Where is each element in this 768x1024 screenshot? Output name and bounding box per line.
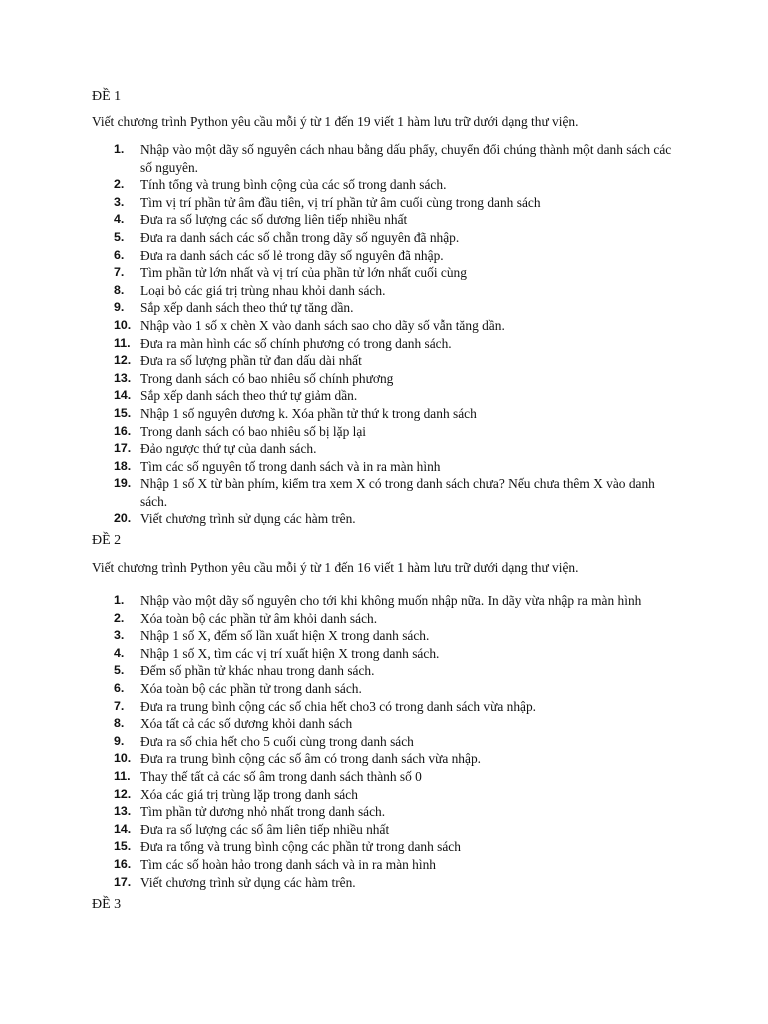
list-item-number: 10. — [114, 317, 132, 332]
list-item-number: 7. — [114, 265, 125, 280]
list-item — [0, 698, 680, 716]
section-1-heading: ĐỀ 1 — [92, 89, 122, 104]
list-item — [0, 405, 680, 423]
list-item — [0, 856, 680, 874]
section-1-list — [0, 141, 768, 528]
section-1-intro: Viết chương trình Python yêu cầu mỗi ý từ 1 đến 19 viết 1 hàm lưu trữ dưới dạng thư viện. — [92, 114, 579, 129]
list-item-number: 5. — [114, 663, 125, 678]
list-item-text: Đảo ngược thứ tự của danh sách. — [140, 441, 317, 457]
list-item — [0, 141, 680, 176]
list-item — [0, 176, 680, 194]
list-item-text: Sắp xếp danh sách theo thứ tự giảm dần. — [140, 388, 358, 404]
list-item-text: Đưa ra trung bình cộng các số chia hết cho3 có trong danh sách vừa nhập. — [140, 698, 537, 714]
list-item — [0, 299, 680, 317]
section-2-list — [0, 592, 768, 891]
list-item-number: 13. — [114, 370, 132, 385]
list-item-text: Đưa ra danh sách các số lẻ trong dãy số nguyên đã nhập. — [140, 247, 444, 263]
list-item — [0, 715, 680, 733]
list-item-number: 16. — [114, 423, 132, 438]
list-item-number: 9. — [114, 300, 125, 315]
list-item-number: 2. — [114, 177, 125, 192]
list-item-number: 10. — [114, 751, 132, 766]
list-item-number: 3. — [114, 194, 125, 209]
list-item — [0, 229, 680, 247]
list-item — [0, 458, 680, 476]
list-item-text: Đưa ra số lượng phần tử đan dấu dài nhất — [140, 353, 362, 369]
list-item-text: Xóa toàn bộ các phần tử trong danh sách. — [140, 680, 362, 696]
list-item-number: 11. — [114, 335, 131, 350]
list-item — [0, 211, 680, 229]
list-item-text: Đưa ra số lượng các số âm liên tiếp nhiều nhất — [140, 821, 390, 837]
list-item-text: Đưa ra trung bình cộng các số âm có trong danh sách vừa nhập. — [140, 751, 481, 767]
list-item — [0, 335, 680, 353]
list-item — [0, 662, 680, 680]
list-item-number: 14. — [114, 388, 132, 403]
list-item-text: Viết chương trình sử dụng các hàm trên. — [140, 874, 356, 890]
list-item-text: Trong danh sách có bao nhiêu số bị lặp lại — [140, 423, 366, 439]
list-item-number: 13. — [114, 804, 132, 819]
list-item-number: 16. — [114, 856, 132, 871]
list-item-number: 1. — [114, 593, 125, 607]
list-item-number: 9. — [114, 733, 125, 748]
list-item — [0, 750, 680, 768]
list-item-number: 17. — [114, 874, 132, 889]
list-item-text: Xóa các giá trị trùng lặp trong danh sách — [140, 786, 358, 802]
list-item — [0, 352, 680, 370]
list-item — [0, 627, 680, 645]
list-item-number: 5. — [114, 229, 125, 244]
list-item — [0, 247, 680, 265]
list-item-number: 8. — [114, 282, 125, 297]
list-item-text: Đưa ra tổng và trung bình cộng các phần tử trong danh sách — [140, 839, 461, 855]
list-item — [0, 874, 680, 892]
list-item-number: 12. — [114, 786, 132, 801]
list-item-number: 4. — [114, 212, 125, 227]
list-item — [0, 786, 680, 804]
list-item-number: 7. — [114, 698, 125, 713]
list-item — [0, 803, 680, 821]
list-item — [0, 264, 680, 282]
list-item-number: 15. — [114, 405, 132, 420]
list-item-text: Đếm số phần tử khác nhau trong danh sách. — [140, 663, 375, 679]
list-item — [0, 610, 680, 628]
list-item — [0, 680, 680, 698]
section-3-heading: ĐỀ 3 — [92, 897, 122, 912]
list-item-text: Loại bỏ các giá trị trùng nhau khỏi danh sách. — [140, 282, 386, 298]
list-item — [0, 282, 680, 300]
list-item — [0, 317, 680, 335]
list-item-text: Tính tổng và trung bình cộng của các số trong danh sách. — [140, 177, 447, 193]
list-item-text: Viết chương trình sử dụng các hàm trên. — [140, 511, 356, 527]
list-item-number: 11. — [114, 768, 131, 783]
list-item — [0, 768, 680, 786]
list-item-number: 19. — [114, 476, 132, 491]
list-item-number: 14. — [114, 821, 132, 836]
list-item — [0, 194, 680, 212]
list-item-text: Trong danh sách có bao nhiêu số chính phương — [140, 370, 394, 386]
list-item-text: Nhập vào một dãy số nguyên cho tới khi không muốn nhập nữa. In dãy vừa nhập ra màn hình — [140, 593, 642, 608]
list-item-text: Tìm vị trí phần tử âm đầu tiên, vị trí phần tử âm cuối cùng trong danh sách — [140, 194, 541, 210]
list-item-number: 2. — [114, 610, 125, 625]
list-item-text: Đưa ra màn hình các số chính phương có trong danh sách. — [140, 335, 452, 351]
list-item-text: Nhập 1 số X, tìm các vị trí xuất hiện X trong danh sách. — [140, 645, 440, 661]
list-item-text: Sắp xếp danh sách theo thứ tự tăng dần. — [140, 300, 354, 316]
list-item — [0, 645, 680, 663]
list-item-text: Nhập vào 1 số x chèn X vào danh sách sao cho dãy số vẫn tăng dần. — [140, 317, 505, 333]
list-item-text: Nhập vào một dãy số nguyên cách nhau bằng dấu phẩy, chuyển đổi chúng thành một danh sách các số nguyên. — [140, 142, 672, 175]
list-item — [0, 370, 680, 388]
list-item-text: Tìm các số hoàn hảo trong danh sách và in ra màn hình — [140, 856, 436, 872]
list-item — [0, 838, 680, 856]
list-item — [0, 387, 680, 405]
list-item-number: 1. — [114, 142, 125, 156]
list-item-text: Nhập 1 số X, đếm số lần xuất hiện X trong danh sách. — [140, 628, 430, 644]
list-item-number: 8. — [114, 716, 125, 731]
list-item-text: Tìm phần tử dương nhỏ nhất trong danh sách. — [140, 804, 386, 820]
list-item — [0, 510, 680, 528]
list-item-number: 12. — [114, 353, 132, 368]
section-2-heading: ĐỀ 2 — [92, 533, 122, 548]
list-item-text: Nhập 1 số nguyên dương k. Xóa phần tử thứ k trong danh sách — [140, 405, 477, 421]
list-item-number: 17. — [114, 441, 132, 456]
list-item-text: Tìm phần tử lớn nhất và vị trí của phần tử lớn nhất cuối cùng — [140, 265, 467, 281]
list-item-text: Xóa tất cả các số dương khỏi danh sách — [140, 716, 353, 732]
list-item-number: 4. — [114, 645, 125, 660]
list-item — [0, 733, 680, 751]
list-item-text: Nhập 1 số X từ bàn phím, kiểm tra xem X có trong danh sách chưa? Nếu chưa thêm X vào danh sách. — [140, 476, 655, 509]
list-item — [0, 440, 680, 458]
list-item-number: 18. — [114, 458, 132, 473]
list-item-number: 20. — [114, 511, 132, 526]
list-item — [0, 592, 680, 610]
list-item-number: 3. — [114, 628, 125, 643]
list-item-text: Đưa ra danh sách các số chẵn trong dãy số nguyên đã nhập. — [140, 229, 460, 245]
list-item-number: 6. — [114, 247, 125, 262]
list-item — [0, 821, 680, 839]
list-item-number: 6. — [114, 680, 125, 695]
list-item-text: Thay thế tất cả các số âm trong danh sách thành số 0 — [140, 768, 422, 784]
list-item — [0, 475, 680, 510]
list-item-text: Đưa ra số lượng các số dương liên tiếp nhiều nhất — [140, 212, 408, 228]
section-2-intro: Viết chương trình Python yêu cầu mỗi ý từ 1 đến 16 viết 1 hàm lưu trữ dưới dạng thư viện. — [92, 560, 579, 575]
list-item-number: 15. — [114, 839, 132, 854]
list-item-text: Đưa ra số chia hết cho 5 cuối cùng trong danh sách — [140, 733, 414, 749]
list-item-text: Tìm các số nguyên tố trong danh sách và in ra màn hình — [140, 458, 441, 474]
list-item-text: Xóa toàn bộ các phần tử âm khỏi danh sách. — [140, 610, 378, 626]
list-item — [0, 423, 680, 441]
